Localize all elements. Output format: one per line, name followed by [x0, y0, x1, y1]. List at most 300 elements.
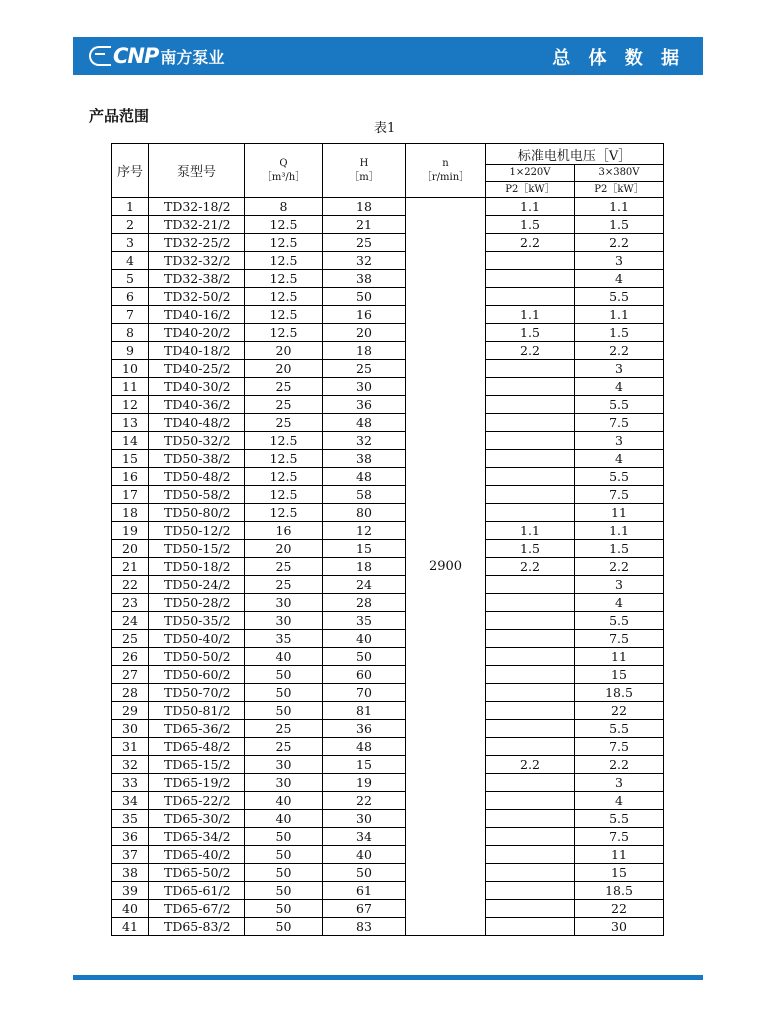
row-power-380: 4 [575, 792, 664, 810]
row-power-380: 3 [575, 774, 664, 792]
row-model: TD50-40/2 [149, 630, 245, 648]
row-head: 80 [323, 504, 406, 522]
table-row [112, 792, 664, 810]
row-power-220: 1.5 [486, 216, 575, 234]
row-flow: 25 [245, 720, 323, 738]
footer-rule [73, 975, 703, 980]
row-power-220: 2.2 [486, 756, 575, 774]
table-row [112, 342, 664, 360]
row-index: 14 [112, 432, 149, 450]
row-power-220 [486, 594, 575, 612]
row-flow: 12.5 [245, 324, 323, 342]
row-head: 32 [323, 432, 406, 450]
row-power-380: 4 [575, 450, 664, 468]
row-model: TD40-36/2 [149, 396, 245, 414]
row-power-380: 7.5 [575, 414, 664, 432]
table-row [112, 270, 664, 288]
row-head: 50 [323, 864, 406, 882]
row-head: 50 [323, 648, 406, 666]
row-model: TD65-40/2 [149, 846, 245, 864]
page-header [73, 37, 703, 75]
row-head: 30 [323, 378, 406, 396]
row-index: 12 [112, 396, 149, 414]
row-power-380: 3 [575, 360, 664, 378]
table-row [112, 594, 664, 612]
row-index: 31 [112, 738, 149, 756]
row-head: 30 [323, 810, 406, 828]
brand-logo [89, 44, 224, 68]
speed-value: 2900 [406, 198, 486, 936]
table-row [112, 828, 664, 846]
row-head: 67 [323, 900, 406, 918]
table-row [112, 450, 664, 468]
table-row [112, 684, 664, 702]
row-index: 38 [112, 864, 149, 882]
col-n-header [406, 144, 486, 198]
row-power-220 [486, 630, 575, 648]
logo-mark-icon [89, 46, 111, 66]
row-model: TD50-81/2 [149, 702, 245, 720]
row-model: TD40-25/2 [149, 360, 245, 378]
row-power-220 [486, 378, 575, 396]
power-220-header: P2［kW］ [486, 182, 575, 198]
row-power-380: 11 [575, 648, 664, 666]
row-index: 39 [112, 882, 149, 900]
table-row [112, 774, 664, 792]
row-model: TD40-20/2 [149, 324, 245, 342]
row-power-220 [486, 612, 575, 630]
col-h-unit: ［m］ [349, 171, 379, 183]
table-row [112, 756, 664, 774]
row-flow: 12.5 [245, 486, 323, 504]
table-row [112, 396, 664, 414]
row-index: 6 [112, 288, 149, 306]
row-power-220 [486, 666, 575, 684]
brand-cnp: CNP [113, 44, 159, 68]
row-index: 7 [112, 306, 149, 324]
row-model: TD50-32/2 [149, 432, 245, 450]
row-power-220 [486, 684, 575, 702]
row-power-380: 5.5 [575, 288, 664, 306]
row-model: TD50-15/2 [149, 540, 245, 558]
row-power-380: 2.2 [575, 558, 664, 576]
row-model: TD50-50/2 [149, 648, 245, 666]
table-row [112, 414, 664, 432]
row-model: TD50-60/2 [149, 666, 245, 684]
voltage-group-header: 标准电机电压［V］ [486, 144, 664, 165]
row-power-220 [486, 270, 575, 288]
row-index: 19 [112, 522, 149, 540]
row-power-220 [486, 792, 575, 810]
row-index: 9 [112, 342, 149, 360]
row-power-380: 11 [575, 846, 664, 864]
row-power-220: 2.2 [486, 342, 575, 360]
row-power-220: 1.1 [486, 522, 575, 540]
row-flow: 50 [245, 882, 323, 900]
table-row [112, 234, 664, 252]
row-power-220 [486, 738, 575, 756]
row-model: TD65-22/2 [149, 792, 245, 810]
table-row [112, 810, 664, 828]
row-index: 3 [112, 234, 149, 252]
table-row [112, 432, 664, 450]
row-head: 48 [323, 738, 406, 756]
row-head: 35 [323, 612, 406, 630]
row-flow: 50 [245, 666, 323, 684]
row-model: TD65-48/2 [149, 738, 245, 756]
row-model: TD40-18/2 [149, 342, 245, 360]
row-model: TD50-70/2 [149, 684, 245, 702]
table-row [112, 900, 664, 918]
row-model: TD32-18/2 [149, 198, 245, 216]
section-title: 产品范围 [89, 107, 150, 125]
row-power-380: 4 [575, 594, 664, 612]
row-power-380: 4 [575, 270, 664, 288]
brand-name: 南方泵业 [160, 47, 225, 67]
row-model: TD50-80/2 [149, 504, 245, 522]
col-q-symbol: Q [279, 157, 288, 169]
row-head: 48 [323, 414, 406, 432]
row-flow: 12.5 [245, 450, 323, 468]
row-head: 25 [323, 234, 406, 252]
row-model: TD32-50/2 [149, 288, 245, 306]
row-model: TD40-16/2 [149, 306, 245, 324]
table-body [112, 198, 664, 936]
col-q-header [245, 144, 323, 198]
row-index: 24 [112, 612, 149, 630]
row-power-220 [486, 576, 575, 594]
table-row [112, 216, 664, 234]
power-380-header: P2［kW］ [575, 182, 664, 198]
row-index: 25 [112, 630, 149, 648]
row-flow: 20 [245, 360, 323, 378]
row-flow: 50 [245, 828, 323, 846]
row-power-380: 18.5 [575, 882, 664, 900]
table-row [112, 540, 664, 558]
row-power-220: 1.1 [486, 198, 575, 216]
row-power-220 [486, 360, 575, 378]
row-power-380: 7.5 [575, 738, 664, 756]
row-head: 81 [323, 702, 406, 720]
row-power-220 [486, 702, 575, 720]
row-power-220 [486, 810, 575, 828]
row-head: 38 [323, 270, 406, 288]
row-power-380: 1.1 [575, 198, 664, 216]
row-power-220: 1.1 [486, 306, 575, 324]
row-model: TD32-38/2 [149, 270, 245, 288]
col-h-symbol: H [359, 157, 369, 169]
row-head: 24 [323, 576, 406, 594]
row-power-220 [486, 450, 575, 468]
row-power-380: 5.5 [575, 720, 664, 738]
table-row [112, 324, 664, 342]
row-head: 21 [323, 216, 406, 234]
row-power-220 [486, 396, 575, 414]
row-power-220 [486, 252, 575, 270]
row-model: TD65-36/2 [149, 720, 245, 738]
row-power-220 [486, 432, 575, 450]
row-flow: 20 [245, 342, 323, 360]
row-head: 38 [323, 450, 406, 468]
row-head: 15 [323, 540, 406, 558]
table-row [112, 252, 664, 270]
row-power-220 [486, 900, 575, 918]
row-head: 50 [323, 288, 406, 306]
row-power-380: 7.5 [575, 486, 664, 504]
row-flow: 12.5 [245, 270, 323, 288]
row-flow: 35 [245, 630, 323, 648]
row-index: 2 [112, 216, 149, 234]
table-row [112, 288, 664, 306]
row-index: 30 [112, 720, 149, 738]
table-row [112, 846, 664, 864]
row-flow: 25 [245, 558, 323, 576]
row-index: 17 [112, 486, 149, 504]
row-flow: 20 [245, 540, 323, 558]
row-index: 20 [112, 540, 149, 558]
table-row [112, 504, 664, 522]
row-power-380: 5.5 [575, 468, 664, 486]
col-h-header [323, 144, 406, 198]
row-flow: 50 [245, 702, 323, 720]
row-head: 70 [323, 684, 406, 702]
row-flow: 25 [245, 738, 323, 756]
row-model: TD32-32/2 [149, 252, 245, 270]
row-power-220 [486, 414, 575, 432]
table-row [112, 666, 664, 684]
table-row [112, 306, 664, 324]
voltage-380-header: 3×380V [575, 165, 664, 182]
row-head: 58 [323, 486, 406, 504]
row-power-380: 1.1 [575, 306, 664, 324]
row-power-220 [486, 468, 575, 486]
table-row [112, 738, 664, 756]
row-power-220 [486, 648, 575, 666]
row-flow: 40 [245, 792, 323, 810]
row-index: 22 [112, 576, 149, 594]
row-model: TD32-21/2 [149, 216, 245, 234]
row-power-380: 15 [575, 666, 664, 684]
row-power-380: 7.5 [575, 828, 664, 846]
row-index: 4 [112, 252, 149, 270]
row-index: 37 [112, 846, 149, 864]
row-index: 29 [112, 702, 149, 720]
row-power-380: 2.2 [575, 234, 664, 252]
table-row [112, 360, 664, 378]
row-model: TD50-18/2 [149, 558, 245, 576]
row-flow: 12.5 [245, 504, 323, 522]
row-flow: 25 [245, 576, 323, 594]
table-row [112, 522, 664, 540]
row-index: 41 [112, 918, 149, 936]
row-power-380: 2.2 [575, 342, 664, 360]
row-power-220 [486, 288, 575, 306]
row-index: 23 [112, 594, 149, 612]
col-n-unit: ［r/min］ [421, 171, 470, 183]
row-model: TD65-67/2 [149, 900, 245, 918]
row-power-380: 1.1 [575, 522, 664, 540]
row-power-380: 22 [575, 900, 664, 918]
row-flow: 50 [245, 900, 323, 918]
table-row [112, 720, 664, 738]
row-power-220: 2.2 [486, 234, 575, 252]
row-head: 60 [323, 666, 406, 684]
row-model: TD50-38/2 [149, 450, 245, 468]
row-flow: 25 [245, 378, 323, 396]
table-row [112, 648, 664, 666]
row-power-220: 1.5 [486, 324, 575, 342]
row-index: 5 [112, 270, 149, 288]
table-row [112, 702, 664, 720]
row-power-380: 1.5 [575, 540, 664, 558]
row-index: 8 [112, 324, 149, 342]
table-row [112, 630, 664, 648]
row-index: 21 [112, 558, 149, 576]
row-power-380: 5.5 [575, 810, 664, 828]
row-head: 15 [323, 756, 406, 774]
row-power-220 [486, 720, 575, 738]
row-head: 16 [323, 306, 406, 324]
row-model: TD65-61/2 [149, 882, 245, 900]
row-index: 40 [112, 900, 149, 918]
row-head: 25 [323, 360, 406, 378]
table-row [112, 612, 664, 630]
table-row [112, 558, 664, 576]
product-range-table [111, 143, 664, 936]
row-index: 26 [112, 648, 149, 666]
row-index: 15 [112, 450, 149, 468]
row-flow: 25 [245, 396, 323, 414]
table-row [112, 486, 664, 504]
row-power-380: 11 [575, 504, 664, 522]
table-row [112, 198, 664, 216]
row-power-220: 2.2 [486, 558, 575, 576]
row-head: 32 [323, 252, 406, 270]
row-model: TD65-34/2 [149, 828, 245, 846]
row-model: TD50-12/2 [149, 522, 245, 540]
table-row [112, 918, 664, 936]
row-power-380: 7.5 [575, 630, 664, 648]
row-flow: 30 [245, 594, 323, 612]
row-power-220 [486, 828, 575, 846]
row-power-380: 4 [575, 378, 664, 396]
row-power-380: 3 [575, 432, 664, 450]
row-model: TD50-48/2 [149, 468, 245, 486]
header-title: 总 体 数 据 [552, 48, 685, 69]
row-power-220 [486, 918, 575, 936]
row-flow: 30 [245, 774, 323, 792]
row-model: TD65-19/2 [149, 774, 245, 792]
row-power-380: 2.2 [575, 756, 664, 774]
row-head: 36 [323, 396, 406, 414]
row-head: 61 [323, 882, 406, 900]
row-flow: 40 [245, 810, 323, 828]
row-flow: 12.5 [245, 252, 323, 270]
row-power-380: 3 [575, 576, 664, 594]
row-head: 40 [323, 630, 406, 648]
row-flow: 12.5 [245, 288, 323, 306]
row-power-380: 3 [575, 252, 664, 270]
row-head: 40 [323, 846, 406, 864]
row-index: 33 [112, 774, 149, 792]
row-flow: 30 [245, 756, 323, 774]
row-power-380: 18.5 [575, 684, 664, 702]
row-flow: 30 [245, 612, 323, 630]
row-index: 35 [112, 810, 149, 828]
row-model: TD40-48/2 [149, 414, 245, 432]
row-flow: 40 [245, 648, 323, 666]
row-index: 1 [112, 198, 149, 216]
row-index: 16 [112, 468, 149, 486]
row-flow: 12.5 [245, 306, 323, 324]
row-model: TD65-83/2 [149, 918, 245, 936]
row-flow: 50 [245, 846, 323, 864]
row-model: TD65-50/2 [149, 864, 245, 882]
row-flow: 12.5 [245, 234, 323, 252]
row-index: 34 [112, 792, 149, 810]
row-model: TD32-25/2 [149, 234, 245, 252]
col-index-header: 序号 [112, 144, 149, 198]
row-flow: 50 [245, 918, 323, 936]
row-power-380: 30 [575, 918, 664, 936]
row-model: TD50-24/2 [149, 576, 245, 594]
row-power-220 [486, 846, 575, 864]
table-row [112, 468, 664, 486]
row-index: 28 [112, 684, 149, 702]
row-power-380: 1.5 [575, 216, 664, 234]
table-row [112, 576, 664, 594]
table-row [112, 378, 664, 396]
row-head: 18 [323, 342, 406, 360]
row-index: 11 [112, 378, 149, 396]
row-head: 18 [323, 198, 406, 216]
row-index: 10 [112, 360, 149, 378]
row-head: 22 [323, 792, 406, 810]
row-index: 32 [112, 756, 149, 774]
col-n-symbol: n [442, 157, 449, 169]
row-power-380: 1.5 [575, 324, 664, 342]
row-flow: 12.5 [245, 432, 323, 450]
row-index: 13 [112, 414, 149, 432]
row-head: 34 [323, 828, 406, 846]
row-flow: 12.5 [245, 216, 323, 234]
row-power-220 [486, 864, 575, 882]
table-caption: 表1 [374, 121, 396, 136]
row-model: TD65-15/2 [149, 756, 245, 774]
row-flow: 12.5 [245, 468, 323, 486]
row-power-220 [486, 774, 575, 792]
col-q-unit: ［m³/h］ [261, 171, 306, 183]
row-head: 48 [323, 468, 406, 486]
row-power-220 [486, 486, 575, 504]
row-power-220: 1.5 [486, 540, 575, 558]
row-index: 18 [112, 504, 149, 522]
row-flow: 8 [245, 198, 323, 216]
row-head: 28 [323, 594, 406, 612]
row-index: 27 [112, 666, 149, 684]
row-flow: 50 [245, 864, 323, 882]
row-power-380: 5.5 [575, 612, 664, 630]
row-head: 19 [323, 774, 406, 792]
row-model: TD50-58/2 [149, 486, 245, 504]
row-power-380: 15 [575, 864, 664, 882]
table-row [112, 864, 664, 882]
row-power-380: 22 [575, 702, 664, 720]
row-flow: 50 [245, 684, 323, 702]
row-index: 36 [112, 828, 149, 846]
row-power-220 [486, 504, 575, 522]
table-row [112, 882, 664, 900]
